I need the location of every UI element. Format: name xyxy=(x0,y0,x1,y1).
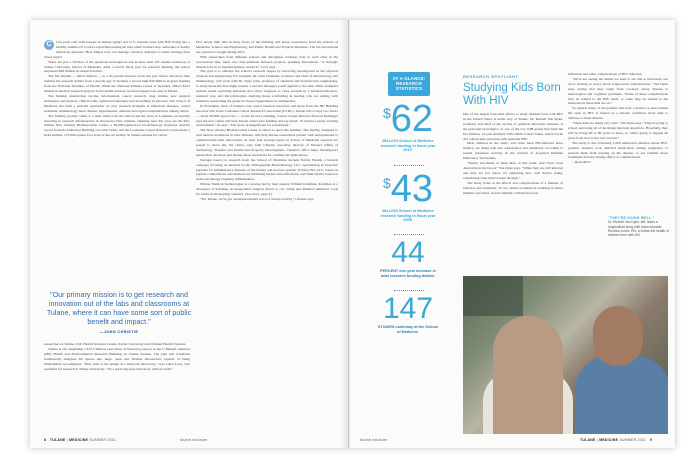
publication-section: MEDICINE xyxy=(599,438,619,442)
pull-quote xyxy=(45,290,193,337)
drop-cap: C xyxy=(44,40,54,50)
paragraph: The funding underwrites vaccine development, cancer research, drug studies, new surgical techniques and devices, clinical trials, behavioral therapies and everything in between. The School of Medicine has built a national reputation on core research strengths in infectious diseases, cancer treatment, immunology, heart disease, hypertension, diabetes and organ transplantation, among others. xyxy=(44,93,190,113)
stat-funding-2010 xyxy=(376,100,440,153)
researchers-photo xyxy=(463,276,668,434)
paragraph: The study looks at the effects and complications of a lifetime of infection and treatment. So far, earlier treatment is resulting in better immune outcomes, at least initially, with many fewer xyxy=(463,180,563,195)
paragraph: "Nearly two-thirds of these kids, at this point, don't have virus detectable in the blood," Van Dyke says. "While they are still infected and they are not cured, it's surprising how well they're doing, considering what they've been through." xyxy=(463,161,563,180)
caption-text: Dr. Russell Van Dyke, left, leads a longitudinal study with team member, Rhodea Jones, RN, to follow the health of children born with HIV. xyxy=(608,220,669,238)
stat-divider xyxy=(394,165,424,166)
stat-label: STUDIES underway at the School of Medicine. xyxy=(377,325,439,334)
article-title: Studying Kids Born With HIV xyxy=(463,82,561,107)
left-footer-url: tulane.edu/som xyxy=(180,438,208,442)
photo-caption xyxy=(608,216,670,237)
paragraph: NOuter Medical Technologies is a startup led by med student William Kothman. Kothman is a developer of Safeship, an inexpensive surgical device to cut, clamp and disinfect umbilical cords for births in developing countries. (See story, page 2.) xyxy=(196,182,338,197)
left-column-2 xyxy=(196,40,338,202)
right-column-1 xyxy=(463,112,563,195)
stats-header: AT A GLANCE: RESEARCH STATISTICS xyxy=(388,72,430,96)
photo-person-right xyxy=(575,356,668,434)
paragraph: One of the largest long-term efforts to study children born with HIV in the United States is under way at Tulane. Dr. Russell Van Dyke, professor and chief of the section of pediatric infectious diseases, is the principal investigator of one of the two NIH grants that fund the $11 million, 14-year Pediatric HIV/AIDS Cohort Study, which tracks 451 adolescents and teens with perinatal HIV. xyxy=(463,112,563,141)
left-page xyxy=(30,20,349,448)
left-column-1-continued xyxy=(44,342,190,371)
paragraph: With researchers from different schools and disciplines working close to each other in the reconceived labs, ideas can cross-pollinate between projects, sparking innovations. "A strategic direction for us is interdisciplinary research," Levy says. xyxy=(196,54,338,69)
right-footer: TULANE | MEDICINE SUMMER 2011 9 xyxy=(580,438,652,442)
stat-percent-increase xyxy=(376,238,440,278)
paragraph: "We're not seeing the deaths we used to see due to infections, but we're starting to worry about longer-term complications," Van Dyke says, noting that they range from coronary artery disease to neurological and cognitive problems. "Some of these complications may be related to the HIV itself, or some may be related to the medications these kids are on." xyxy=(568,76,668,106)
publication-name: TULANE xyxy=(580,438,596,442)
paragraph: The funding growth comes at a time when both the school and the state of Louisiana are heavily investing in research infrastructure in downtown New Orleans. Opening later this year are the $45-million New Orleans BioInnovation Center, a 66,000-square-foot biotechnology incubator directly across from the Tidewater Building on Canal Street, and the Louisiana Cancer Research Consortium, a $144 million, 175,000-square-foot state-of-the-art facility on Tulane Avenue for cancer xyxy=(44,113,190,138)
stat-label: MILLION School of Medicine research funding in fiscal year 2009. xyxy=(380,209,436,223)
paragraph: C Can yeast cells hold lessons in human aging? Are U.S. veterans born with HIV living into a healthy adulthood? Could a rapid field-testing kit help relief workers stop outbreaks of deadly infectious diseases? How Makar Cars can manage convince diabetics to better manage their blood sugar? xyxy=(44,40,190,59)
paragraph: In November, most of Tulane's core cancer research resources will move from the JBJ Building into new labs in the Louisiana Cancer Research Consortium (LCRC). Tulane will occupy two floors — about 50,000 square feet — of the 10-story building, Cancer Center Director Prescott Deininger says the new center will help Tulane attract new funding and top talent. "It will be a pretty exciting environment," he says. "The space is magnificent for recruitment." xyxy=(196,103,338,128)
publication-section: MEDICINE xyxy=(69,438,89,442)
page-number: 9 xyxy=(649,438,652,442)
pull-quote-attribution: —JOHN CHRISTIE xyxy=(99,330,139,334)
paragraph: The fall amount — $62.5 million — is a 45 percent increase from the year before and more than doubles the research dollars from a decade ago. It includes a record high $40 million in grant funding from the National Institutes of Health. When the National Primate Center is included, almost $101 million in medical research projects in the health sciences received support last year at Tulane. xyxy=(44,74,190,94)
publication-name: TULANE xyxy=(49,438,66,442)
left-column-1 xyxy=(44,40,190,138)
paragraph: infections and other complications of HIV infection. xyxy=(568,72,643,76)
stat-label: MILLION School of Medicine research funding in fiscal year 2010. xyxy=(380,139,436,153)
paragraph: Most children in the study, who have been HIV-infected since infancy, are doing well into adolescence and adulthood, according to results presented recently in the Journal of Acquired Immune Deficiency Syndromes. xyxy=(463,141,563,161)
paragraph: Tulane is also beginning a $13.5 million renovation of laboratory spaces in the J. Bennett Johnston (JBJ) Health and Environmental Research Building on Tulane Avenue. The plan will transform traditionally designed lab spaces into large, open and flexible laboratories capable of being immediately reconfigured. "They refer to the design as a ballroom laboratory," says Laura Levy, vice president for research at Tulane University. "It's a great big open laboratory without walls." xyxy=(44,346,190,371)
photo-person-left-head xyxy=(493,316,563,434)
paragraph: The study is also following 1,600 uninfected children whose HIV-positive mothers took antiviral medication during pregnancy to prevent them from passing on the disease, to see whether those treatments had any lasting effects or complications. xyxy=(568,140,668,160)
stat-label: PERCENT one-year increase in total research funding dollars. xyxy=(380,269,436,278)
stat-number: 147 xyxy=(382,292,434,325)
caption-title: "THEY'RE DOING WELL." xyxy=(608,216,655,220)
stat-funding-2009 xyxy=(376,170,440,223)
pull-quote-text: "Our primary mission is to get research and innovation out of the labs and classrooms at Tulane, where it can have some sort of public benefit and impact." xyxy=(46,290,192,326)
right-footer-url: tulane.edu/som xyxy=(360,438,388,442)
paragraph: "These kids are doing very well," Van Dyke says. "They're going to school and doing all of the things that kids should do. Hopefully, they will be living 60 or 80 years or more, so what's going to happen 40 years from now is the real concern." xyxy=(568,121,668,140)
stat-divider xyxy=(394,234,424,235)
page-number: 8 xyxy=(44,438,47,442)
stat-studies xyxy=(376,294,440,334)
right-column-2 xyxy=(568,72,668,165)
research-spotlight-label: RESEARCH SPOTLIGHT xyxy=(463,74,519,79)
right-page xyxy=(350,20,675,448)
stat-number: $62 xyxy=(382,98,434,140)
stat-divider xyxy=(394,290,424,291)
paragraph: Five newly built labs in three floors of the building will house researchers from the schools of Medicine, Science and Engineering, and Public Health and Tropical Medicine. The lab renovations are expected to begin during 2012. xyxy=(196,40,338,54)
paragraph: The goal is to enhance the school's research output by involving investigators in the physical sciences and engineering. For example, Dr. John Clements, professor and chair of microbiology and immunology, will work with Dr. Vijay John, professor of chemical and biomolecular engineering, to study materials that might release a vaccine through a patch applied to the skin. Other examples include teams exploring materials that allow surgeons to close wounds in a bacterial-infection-resistant way, and microbiologists studying tissue scaffolding in healing who are pulling with scientists researching the genes for tissue regeneration in salamanders. xyxy=(196,69,338,103)
paragraph: So experts many of the patients will have a normal or near-normal life span as HIV is treated as a chronic condition, more akin to diabetes or heart disease. xyxy=(568,106,668,121)
paragraph: —Ryan Rivet xyxy=(572,160,591,165)
paragraph: The New Orleans BioInnovation Center is slated to open this summer. The facility, designed to turn biotech inventions in New Orleans, will help Tulane researchers partner with entrepreneurs to commercialize their discoveries. At least four startups based on School of Medicine research are poised to move into the center, says John Christie, executive director of Tulane's Office of Technology Transfer and Intellectual Property Development. Christie's office helps investigators patent their advances and license those inventions for commercial applications. xyxy=(196,128,338,157)
left-footer: 8 TULANE | MEDICINE SUMMER 2011 xyxy=(44,438,116,442)
photo-person-right-head xyxy=(593,306,643,366)
stat-number: 44 xyxy=(391,236,425,269)
stat-number: $43 xyxy=(382,168,434,210)
paragraph: Startups based on research from the School of Medicine include Nobile Health, a biotech company focusing on medical foods; Orthopeptide Biotechnology LLC, specializing in bioactive peptides for inflammatory diseases of the kidney and nervous system; TriVersa Bio LLC, based on peptide compositions and methods for inhibiting herpes virus infections; and Wiki-Works, based on stem-cell therapy targeting inflammation. xyxy=(196,157,338,182)
paragraph: researchers at Tulane, LSU Health Sciences Center, Xavier University and Ochsner Health Systems. xyxy=(44,342,187,346)
issue-date: SUMMER 2011 xyxy=(619,438,647,442)
photo-background xyxy=(463,276,523,316)
paragraph: "For Tulane, we've got an unprecedented wave of startup activity," Christie says. xyxy=(200,197,315,201)
paragraph: These are just a fraction of the questions investigators ask in more than 147 studies underway at Tulane University School of Medicine. After a record fiscal year for research funding, the school surpassed $68 million in research dollars. xyxy=(44,59,190,74)
issue-date: SUMMER 2011 xyxy=(89,438,116,442)
